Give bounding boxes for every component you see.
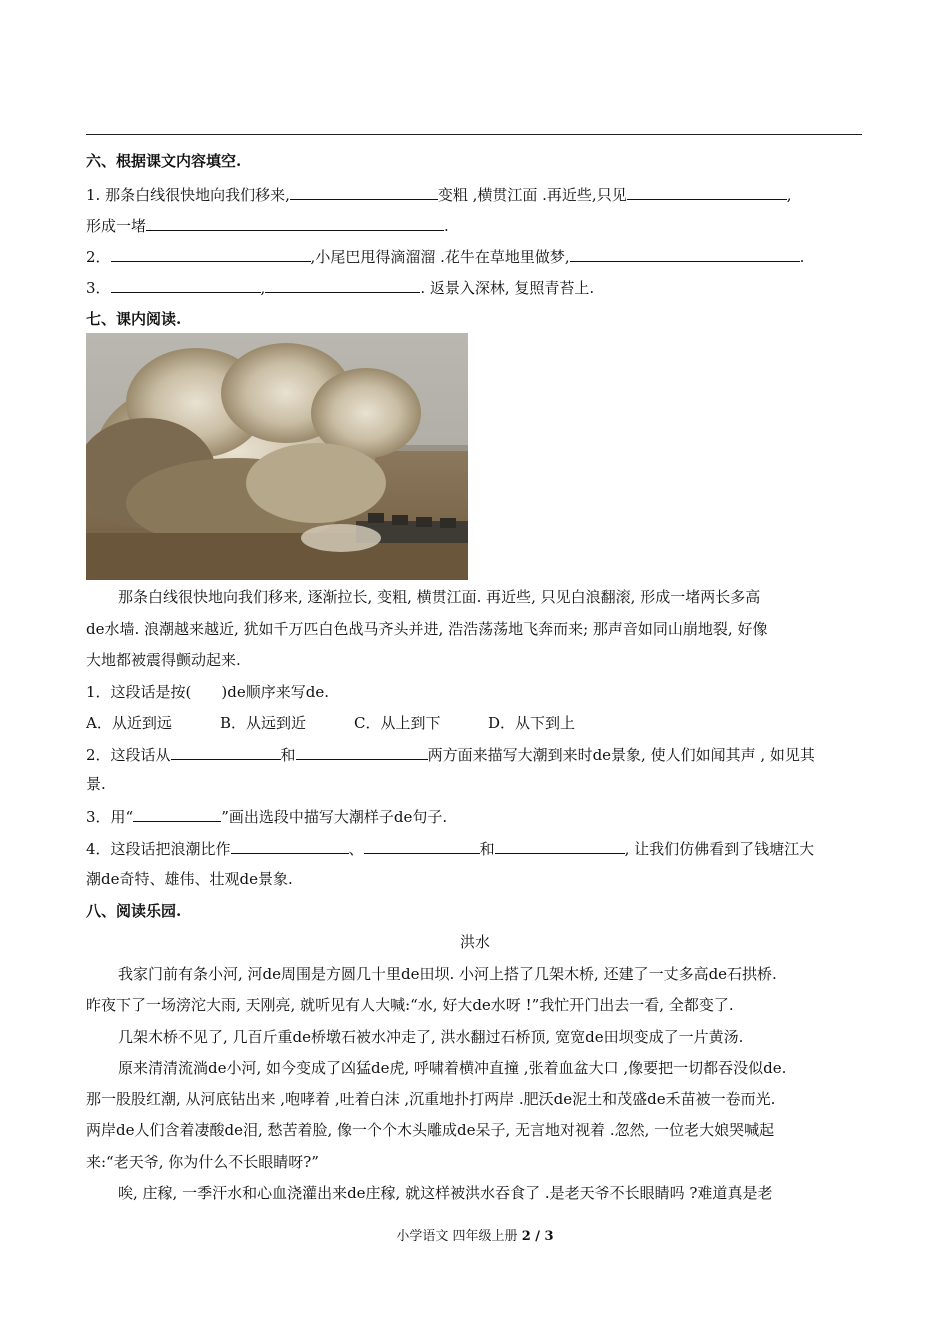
page-number: 2 / 3 [521,1229,554,1244]
section6-q1-line1: 1. 那条白线很快地向我们移来, 变粗 ,横贯江面 .再近些,只见 , [86,186,792,204]
blank [570,246,800,262]
section7-q4-line1: 4．这段话把浪潮比作 、 和 , 让我们仿佛看到了钱塘江大 [86,840,815,858]
blank [364,838,480,854]
story-line: 昨夜下了一场滂沱大雨, 天刚亮, 就听见有人大喊:“水, 好大de水呀 !”我忙开门出去一看, 全都变了. [86,996,734,1014]
section6-q1-line2: 形成一堵 . [86,217,449,235]
passage-line: 大地都被震得颤动起来. [86,651,241,669]
blank [111,277,261,293]
blank [627,184,787,200]
section6-q3: 3． , . 返景入深林, 复照青苔上. [86,279,595,297]
section7-q1-options [86,713,575,733]
passage-line: de水墙. 浪潮越来越近, 犹如千万匹白色战马齐头并进, 浩浩荡荡地飞奔而来; 那声音如同山崩地裂, 好像 [86,620,768,638]
top-rule [86,134,862,135]
blank [290,184,438,200]
story-line: 来:“老天爷, 你为什么不长眼睛呀?” [86,1153,319,1171]
blank [111,246,311,262]
wave-image [86,333,468,580]
blank [146,215,444,231]
tidal-bore-photo [86,333,468,580]
blank [133,806,221,822]
story-line: 两岸de人们含着凄酸de泪, 愁苦着脸, 像一个个木头雕成de呆子, 无言地对视着 .忽然, 一位老大娘哭喊起 [86,1121,775,1139]
section7-q2-line2: 景. [86,775,106,793]
story-line: 我家门前有条小河, 河de周围是方圆几十里de田坝. 小河上搭了几架木桥, 还建了一丈多高de石拱桥. [118,965,777,983]
section7-q4-line2: 潮de奇特、雄伟、壮观de景象. [86,870,293,888]
blank [231,838,349,854]
blank [296,744,428,760]
footer-text: 小学语文 四年级上册 [396,1229,518,1244]
passage-line: 那条白线很快地向我们移来, 逐渐拉长, 变粗, 横贯江面. 再近些, 只见白浪翻滚, 形成一堵两长多高 [118,588,761,606]
page-footer [0,1228,950,1246]
story-title: 洪水 [459,933,490,951]
option-b: B．从远到近 [220,714,307,732]
section6-heading: 六、根据课文内容填空. [86,152,242,170]
blank [171,744,281,760]
section6-q2: 2． ,小尾巴甩得滴溜溜 .花牛在草地里做梦, . [86,248,805,266]
section7-q2-line1: 2．这段话从 和 两方面来描写大潮到来时de景象, 使人们如闻其声 , 如见其 [86,746,815,764]
option-a: A．从近到远 [86,714,172,732]
story-line: 原来清清流淌de小河, 如今变成了凶猛de虎, 呼啸着横冲直撞 ,张着血盆大口 ,像要把一切都吞没似de. [118,1059,787,1077]
story-line: 唉, 庄稼, 一季汗水和心血浇灌出来de庄稼, 就这样被洪水吞食了 .是老天爷不长眼睛吗 ?难道真是老 [118,1184,773,1202]
option-c: C．从上到下 [354,714,441,732]
blank [495,838,625,854]
story-line: 几架木桥不见了, 几百斤重de桥墩石被水冲走了, 洪水翻过石桥顶, 宽宽de田坝变成了一片黄汤. [118,1028,744,1046]
section7-q3: 3．用“ ”画出选段中描写大潮样子de句子. [86,808,448,826]
section7-q1: 1．这段话是按( )de顺序来写de. [86,683,329,701]
section8-heading: 八、阅读乐园. [86,902,182,920]
story-line: 那一股股红潮, 从河底钻出来 ,咆哮着 ,吐着白沫 ,沉重地扑打两岸 .肥沃de泥土和茂盛de禾苗被一卷而光. [86,1090,776,1108]
section7-heading: 七、课内阅读. [86,310,182,328]
option-d: D．从下到上 [488,714,576,732]
blank [265,277,420,293]
